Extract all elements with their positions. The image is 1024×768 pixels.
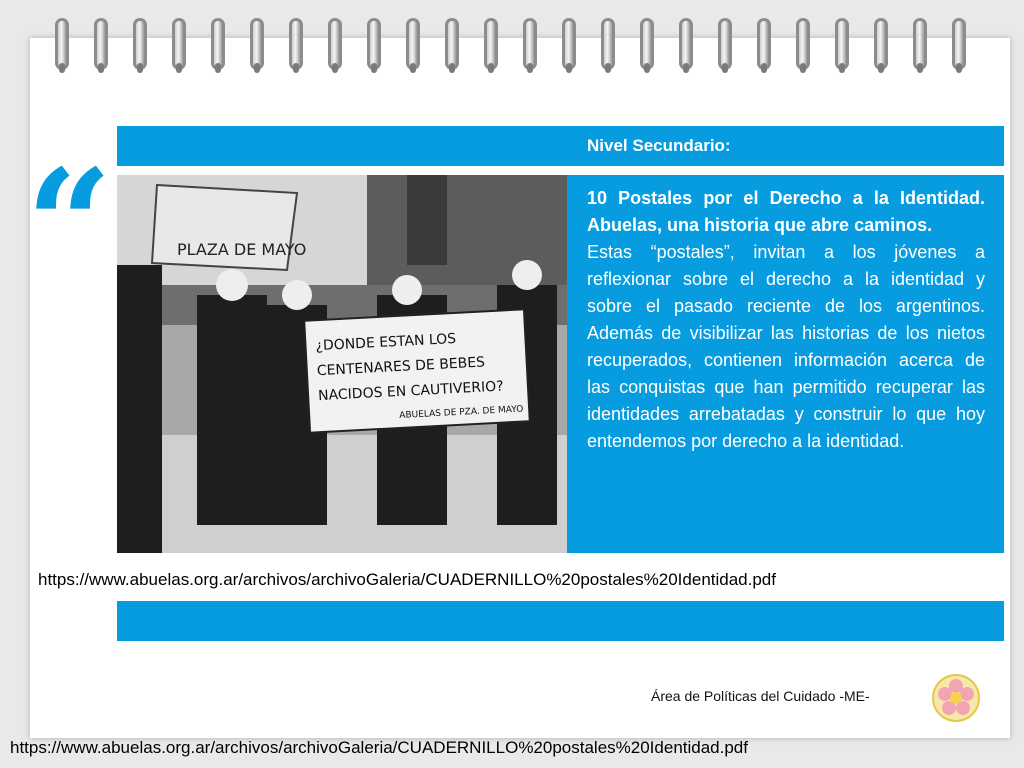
photo-illustration <box>117 175 567 553</box>
flower-logo-icon <box>932 674 980 722</box>
description-text <box>587 185 985 455</box>
source-link[interactable]: https://www.abuelas.org.ar/archivos/archivoGaleria/CUADERNILLO%20postales%20Identidad.pdf <box>38 570 776 589</box>
spiral-binding <box>55 18 985 78</box>
footer-credit: Área de Políticas del Cuidado -ME- <box>651 688 870 704</box>
postales-body: Estas “postales”, invitan a los jóvenes a reflexionar sobre el derecho a la identidad y sobre el pasado reciente de los argentinos. Además de visibilizar las historias de los nietos recuperados, contienen información acerca de las conquistas que han permitido recuperar las identidades arrebatadas y construir lo que hoy entendemos por derecho a la identidad. <box>587 242 985 451</box>
description-panel <box>567 175 1004 553</box>
svg-text:ABUELAS DE PZA. DE MAYO: ABUELAS DE PZA. DE MAYO <box>399 404 524 421</box>
bottom-source-link[interactable]: https://www.abuelas.org.ar/archivos/archivoGaleria/CUADERNILLO%20postales%20Identidad.pdf <box>10 738 748 757</box>
quote-mark-icon: “ <box>26 137 113 313</box>
svg-text:PLAZA DE MAYO: PLAZA DE MAYO <box>177 240 307 259</box>
svg-text:¿DONDE ESTAN LOS: ¿DONDE ESTAN LOS <box>315 330 457 355</box>
postales-title: 10 Postales por el Derecho a la Identidad. Abuelas, una historia que abre caminos. <box>587 188 985 235</box>
footer-bar <box>117 601 1004 641</box>
header-bar <box>117 126 1004 166</box>
svg-text:CENTENARES DE BEBES: CENTENARES DE BEBES <box>316 354 486 380</box>
protest-photo <box>117 175 567 553</box>
section-heading: Nivel Secundario: <box>587 136 731 155</box>
svg-text:NACIDOS EN CAUTIVERIO?: NACIDOS EN CAUTIVERIO? <box>317 378 504 405</box>
